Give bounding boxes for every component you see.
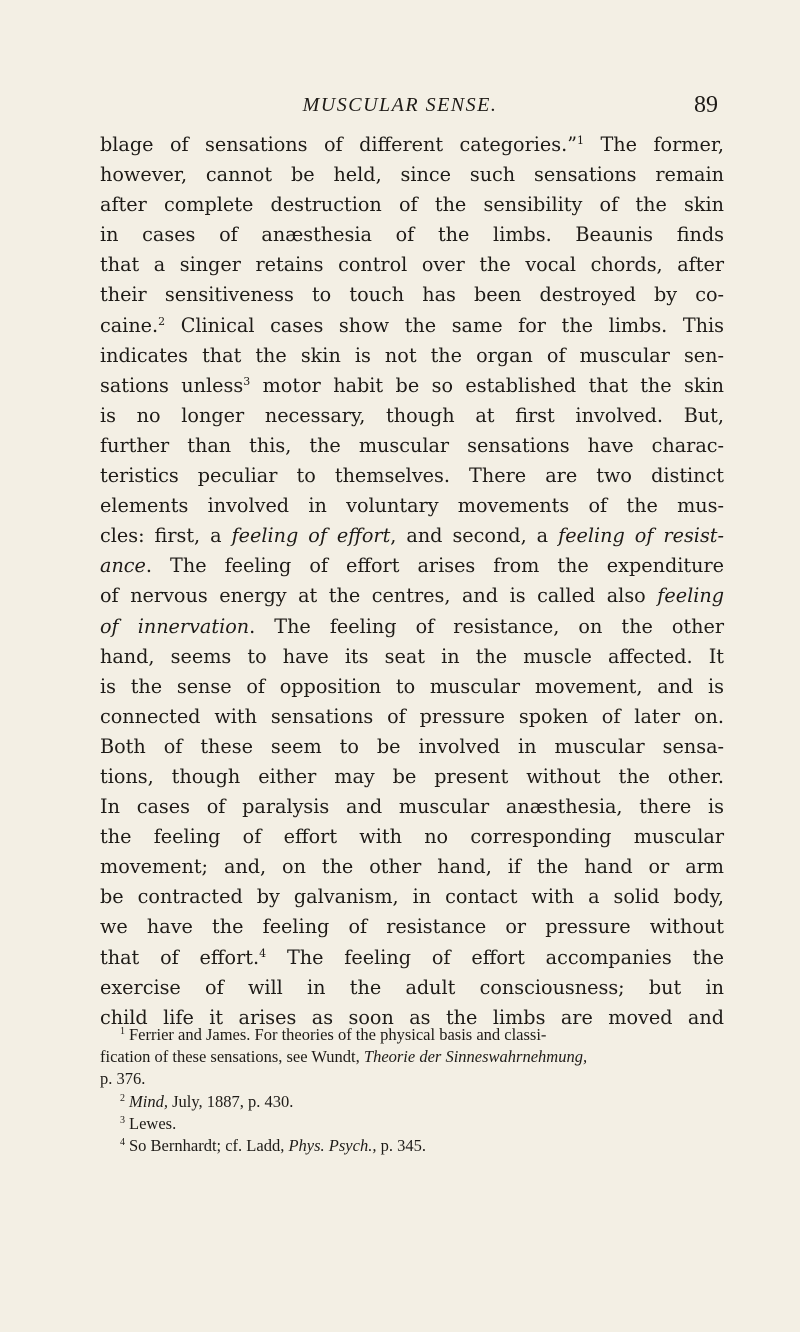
footnote-4: $^4$ So Bernhardt; cf. Ladd, Phys. Psych., p. 345. bbox=[120, 1136, 426, 1156]
body-text bbox=[100, 130, 724, 1033]
text-line: child life it arises as soon as the limbs are moved and bbox=[100, 1005, 724, 1029]
text-line: that a singer retains control over the vocal chords, after bbox=[100, 253, 724, 277]
text-line: cles: first, a feeling of effort, and second, a feeling of resist- bbox=[100, 524, 724, 548]
footnote-ref-1: 1 bbox=[577, 134, 585, 147]
text-line: in cases of anæsthesia of the limbs. Beaunis finds bbox=[100, 223, 724, 247]
page-number: 89 bbox=[694, 92, 718, 118]
text-line: exercise of will in the adult consciousness; but in bbox=[100, 975, 724, 999]
text-line: movement; and, on the other hand, if the hand or arm bbox=[100, 855, 724, 879]
text-line: blage of sensations of different categories.”$^1$ The former, bbox=[100, 133, 724, 156]
text-line: the feeling of effort with no corresponding muscular bbox=[100, 825, 724, 849]
text-line: after complete destruction of the sensibility of the skin bbox=[100, 193, 724, 217]
text-line: of innervation. The feeling of resistance, on the other bbox=[100, 614, 724, 638]
text-line: of nervous energy at the centres, and is called also feeling bbox=[100, 584, 724, 608]
footnote-ref-4: 4 bbox=[259, 946, 267, 960]
text-line: their sensitiveness to touch has been destroyed by co- bbox=[100, 283, 724, 307]
footnote-1-cont: p. 376. bbox=[100, 1069, 146, 1089]
text-line: In cases of paralysis and muscular anæsthesia, there is bbox=[100, 795, 724, 819]
italic-term: of innervation bbox=[100, 614, 250, 638]
text-line: further than this, the muscular sensations have charac- bbox=[100, 433, 724, 457]
text-line: elements involved in voluntary movements of the mus- bbox=[100, 494, 724, 518]
text-line: however, cannot be held, since such sensations remain bbox=[100, 163, 724, 187]
italic-term: ance bbox=[100, 554, 146, 578]
text-line: we have the feeling of resistance or pressure without bbox=[100, 915, 724, 939]
footnote-2: $^2$ Mind, July, 1887, p. 430. bbox=[120, 1091, 294, 1111]
text-line: sations unless$^3$ motor habit be so established that the skin bbox=[100, 373, 724, 397]
footnote-1: $^1$ Ferrier and James. For theories of the physical basis and classi- bbox=[120, 1025, 547, 1044]
footnote-3: $^3$ Lewes. bbox=[120, 1113, 177, 1133]
italic-term: feeling of effort bbox=[231, 524, 391, 548]
footnote-1-cont: fication of these sensations, see Wundt, Theorie der Sinneswahrnehmung, bbox=[100, 1047, 588, 1067]
text-line: caine.$^2$ Clinical cases show the same for the limbs. This bbox=[100, 313, 724, 337]
text-line: teristics peculiar to themselves. There are two distinct bbox=[100, 464, 724, 488]
italic-term: feeling of resist- bbox=[558, 524, 724, 548]
text-line: ance. The feeling of effort arises from the expenditure bbox=[100, 554, 724, 578]
text-line: is no longer necessary, though at first involved. But, bbox=[100, 403, 724, 427]
text-line: hand, seems to have its seat in the muscle affected. It bbox=[100, 644, 724, 668]
footnotes bbox=[100, 1024, 724, 1157]
text-line: Both of these seem to be involved in muscular sensa- bbox=[100, 734, 724, 758]
text-line: that of effort.$^4$ The feeling of effort accompanies the bbox=[100, 945, 724, 969]
text-line: be contracted by galvanism, in contact with a solid body, bbox=[100, 885, 724, 909]
text-line: connected with sensations of pressure spoken of later on. bbox=[100, 704, 724, 728]
footnote-ref-2: 2 bbox=[158, 314, 166, 328]
text-line: indicates that the skin is not the organ of muscular sen- bbox=[100, 343, 724, 367]
text-line: tions, though either may be present without the other. bbox=[100, 764, 724, 788]
italic-term: feeling bbox=[657, 584, 724, 608]
footnote-ref-3: 3 bbox=[243, 374, 251, 388]
running-title: MUSCULAR SENSE. bbox=[302, 94, 498, 116]
text-line: is the sense of opposition to muscular movement, and is bbox=[100, 674, 724, 698]
running-head bbox=[0, 94, 800, 122]
